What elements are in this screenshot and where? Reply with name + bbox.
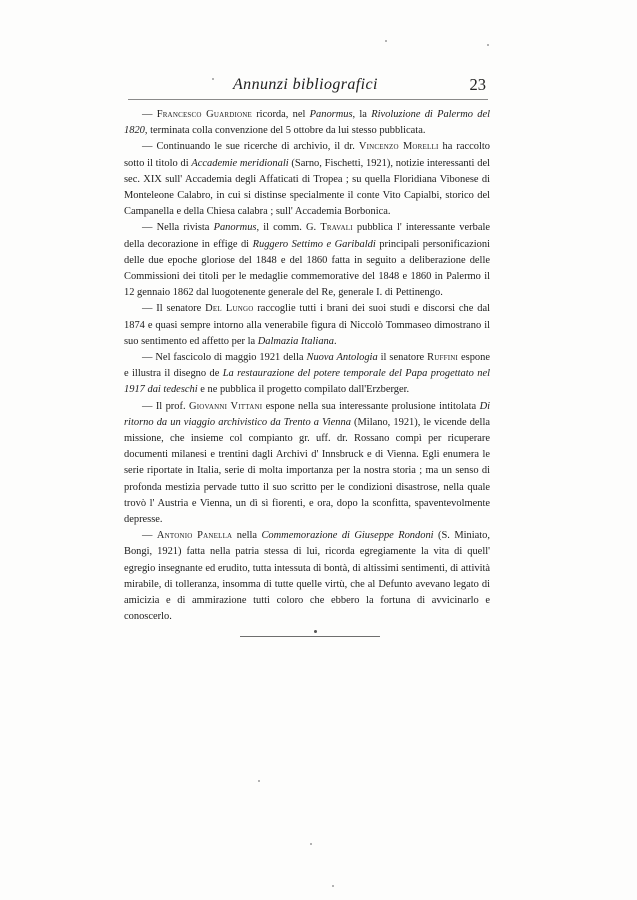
entry-text: raccoglie tutti i brani dei suoi studi e discorsi che dal 1874 e quasi sempre intorno alla venerabile figura di Niccolò Tommaseo dimostrano il suo sentimento ed affetto per la [124,303,490,347]
work-title: Commemorazione di Giuseppe Rondoni [261,530,434,542]
entry-text: — Il prof. [142,400,189,412]
work-title: La restaurazione del potere temporale del Papa progettato nel 1917 dai tedeschi [124,368,490,396]
author-name: Travali [320,222,353,234]
journal-title: Nuova Antologia [306,352,378,364]
entry-dash: — [142,530,157,542]
entry-text: (S. Miniato, Bongi, 1921) fatta nella patria stessa di lui, ricorda egregiamente la vita di quell' egregio insegnante ed erudito, tutta intessuta di bontà, di altissimi sentimenti, di attività mirabile, di tolleranza, insomma di tutte quelle virtù, che al Defunto avevano legato di amicizia e di ammirazione tutti coloro che ebbero la fortuna di avvicinarlo e conoscerlo. [124,530,490,623]
author-name: Francesco Guardione [156,109,252,120]
entry-text: nella [232,530,262,542]
author-name: Giovanni Vittani [188,400,263,412]
entry-text: , la [352,109,372,120]
entry-text: . [333,335,337,347]
entry-text: espone e illustra il disegno de [124,352,491,380]
end-ornament-dot [314,630,317,633]
author-name: Ruffini [427,352,459,364]
author-name: Vincenzo Morelli [358,141,439,153]
entry-travali [124,220,490,301]
author-name: Del Lungo [205,303,254,315]
article-body [124,107,490,626]
page-number: 23 [469,75,486,94]
header-rule [128,99,488,100]
paper-speck [310,843,312,845]
paper-speck [487,44,489,46]
work-title: Di ritorno da un viaggio archivistico da Trento a Vienna [124,400,490,428]
entry-text: — Il senatore [142,303,206,315]
entry-ruffini [124,350,490,399]
entry-text: principali personificazioni delle due epoche gloriose del 1848 e del 1860 fatta in seguito a deliberazione delle Commissioni dei titoli per le medaglie commemorative del 1848 e 1860 in Palermo il 12 gennaio 1862 dal luogotenente generale del Re, generale I. di Pettinengo. [124,238,490,299]
entry-text: — Continuando le sue ricerche di archivio, il dr. [142,141,359,153]
entry-morelli [124,139,490,220]
entry-text: (Milano, 1921), le vicende della missione, che insieme col compianto gr. uff. dr. Rossano compì per ricuperare documenti milanesi e trentini dagli Archivi d' Innsbruck e di Vienna. Egli enumera le serie riportate in Italia, serie di molta importanza per la nostra storia ; ma un senso di profonda mestizia pervade tutto il suo scritto per le condizioni disastrose, nella quale trovò l' Austria e Vienna, un dì sì fiorenti, e ora, dopo la sconfitta, spaventevolmente depresse. [124,416,490,526]
entry-text: il senatore [377,352,428,364]
entry-text: ha raccolto sotto il titolo di [124,141,490,169]
entry-text: , il comm. G. [256,222,321,234]
end-rule [240,636,380,637]
entry-text: — Nel fascicolo di maggio 1921 della [142,352,307,364]
author-name: Antonio Panella [156,530,233,542]
entry-dash: — [142,109,157,120]
work-title: Dalmazia Italiana [257,335,334,347]
entry-text: ricorda, nel [251,109,310,120]
paper-speck [332,885,334,887]
work-title: Rivoluzione di Palermo del 1820 [124,109,491,137]
paper-speck [212,78,214,80]
page-header [130,74,490,100]
entry-text: pubblica l' interessante verbale della decorazione in effige di [124,222,490,250]
work-title: Ruggero Settimo e Garibaldi [252,238,376,250]
entry-text: e ne pubblica il progetto compilato dall'Erzberger. [197,384,410,396]
entry-panella [124,528,490,625]
running-title: Annunzi bibliografici [233,76,378,93]
paper-speck [385,40,387,42]
entry-vittani [124,399,490,529]
entry-text: (Sarno, Fischetti, 1921), notizie interessanti del sec. XIX sull' Accademia degli Affaticati di Tropea ; su quella Floridiana Vibonese di Monteleone Calabro, in cui si distinse specialmente il conte Vito Capialbi, storico del Campanella e della Chiesa calabra ; sull' Accademia Borbonica. [124,157,490,218]
entry-text: , terminata colla convenzione del 5 ottobre da lui stesso pubblicata. [144,125,426,137]
entry-text: — Nella rivista [142,222,214,234]
entry-text: espone nella sua interessante prolusione intitolata [262,400,480,412]
paper-speck [258,780,260,782]
work-title: Accademie meridionali [191,157,289,169]
journal-title: Panormus [213,222,257,234]
entry-del-lungo [124,301,490,350]
journal-title: Panormus [309,109,353,120]
entry-guardione [124,107,490,139]
